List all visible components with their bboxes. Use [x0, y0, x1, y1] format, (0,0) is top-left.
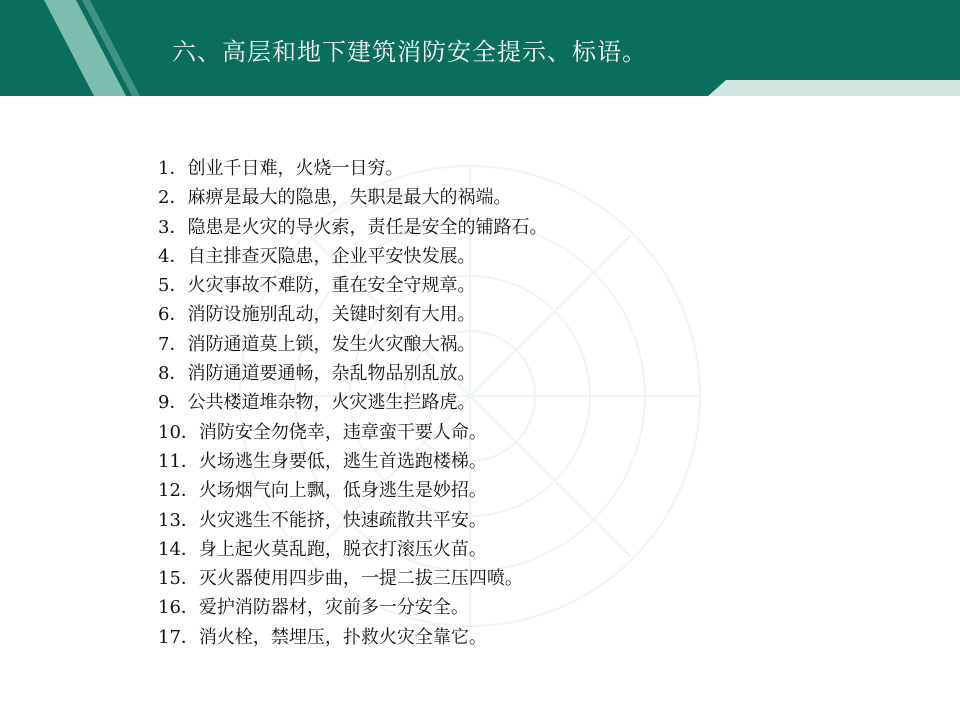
header-right-accent: [708, 80, 960, 96]
page-title: 六、高层和地下建筑消防安全提示、标语。: [172, 38, 647, 66]
slogan-item-9: 9．公共楼道堆杂物，火灾逃生拦路虎。: [158, 392, 476, 414]
slogan-item-6: 6．消防设施别乱动，关键时刻有大用。: [158, 304, 476, 326]
slogan-item-13: 13．火灾逃生不能挤，快速疏散共平安。: [158, 509, 487, 531]
slogan-list: [158, 154, 547, 652]
slogan-item-16: 16．爱护消防器材，灾前多一分安全。: [158, 597, 469, 619]
slogan-item-15: 15．灭火器使用四步曲，一提二拔三压四喷。: [158, 568, 523, 590]
slogan-item-3: 3．隐患是火灾的导火索，责任是安全的铺路石。: [158, 216, 548, 238]
slogan-item-5: 5．火灾事故不难防，重在安全守规章。: [158, 275, 476, 297]
slogan-item-12: 12．火场烟气向上飘，低身逃生是妙招。: [158, 480, 487, 502]
slogan-item-7: 7．消防通道莫上锁，发生火灾酿大祸。: [158, 333, 476, 355]
slogan-item-14: 14．身上起火莫乱跑，脱衣打滚压火苗。: [158, 538, 487, 560]
slogan-item-8: 8．消防通道要通畅，杂乱物品别乱放。: [158, 363, 476, 385]
slogan-item-1: 1．创业千日难，火烧一日穷。: [158, 158, 404, 179]
slogan-item-2: 2．麻痹是最大的隐患，失职是最大的祸端。: [158, 187, 512, 209]
slogan-item-17: 17．消火栓，禁埋压，扑救火灾全靠它。: [158, 626, 487, 648]
slogan-item-10: 10．消防安全勿侥幸，违章蛮干要人命。: [158, 421, 487, 443]
slogan-item-11: 11．火场逃生身要低，逃生首选跑楼梯。: [158, 450, 487, 472]
slogan-item-4: 4．自主排查灭隐患，企业平安快发展。: [158, 245, 476, 267]
